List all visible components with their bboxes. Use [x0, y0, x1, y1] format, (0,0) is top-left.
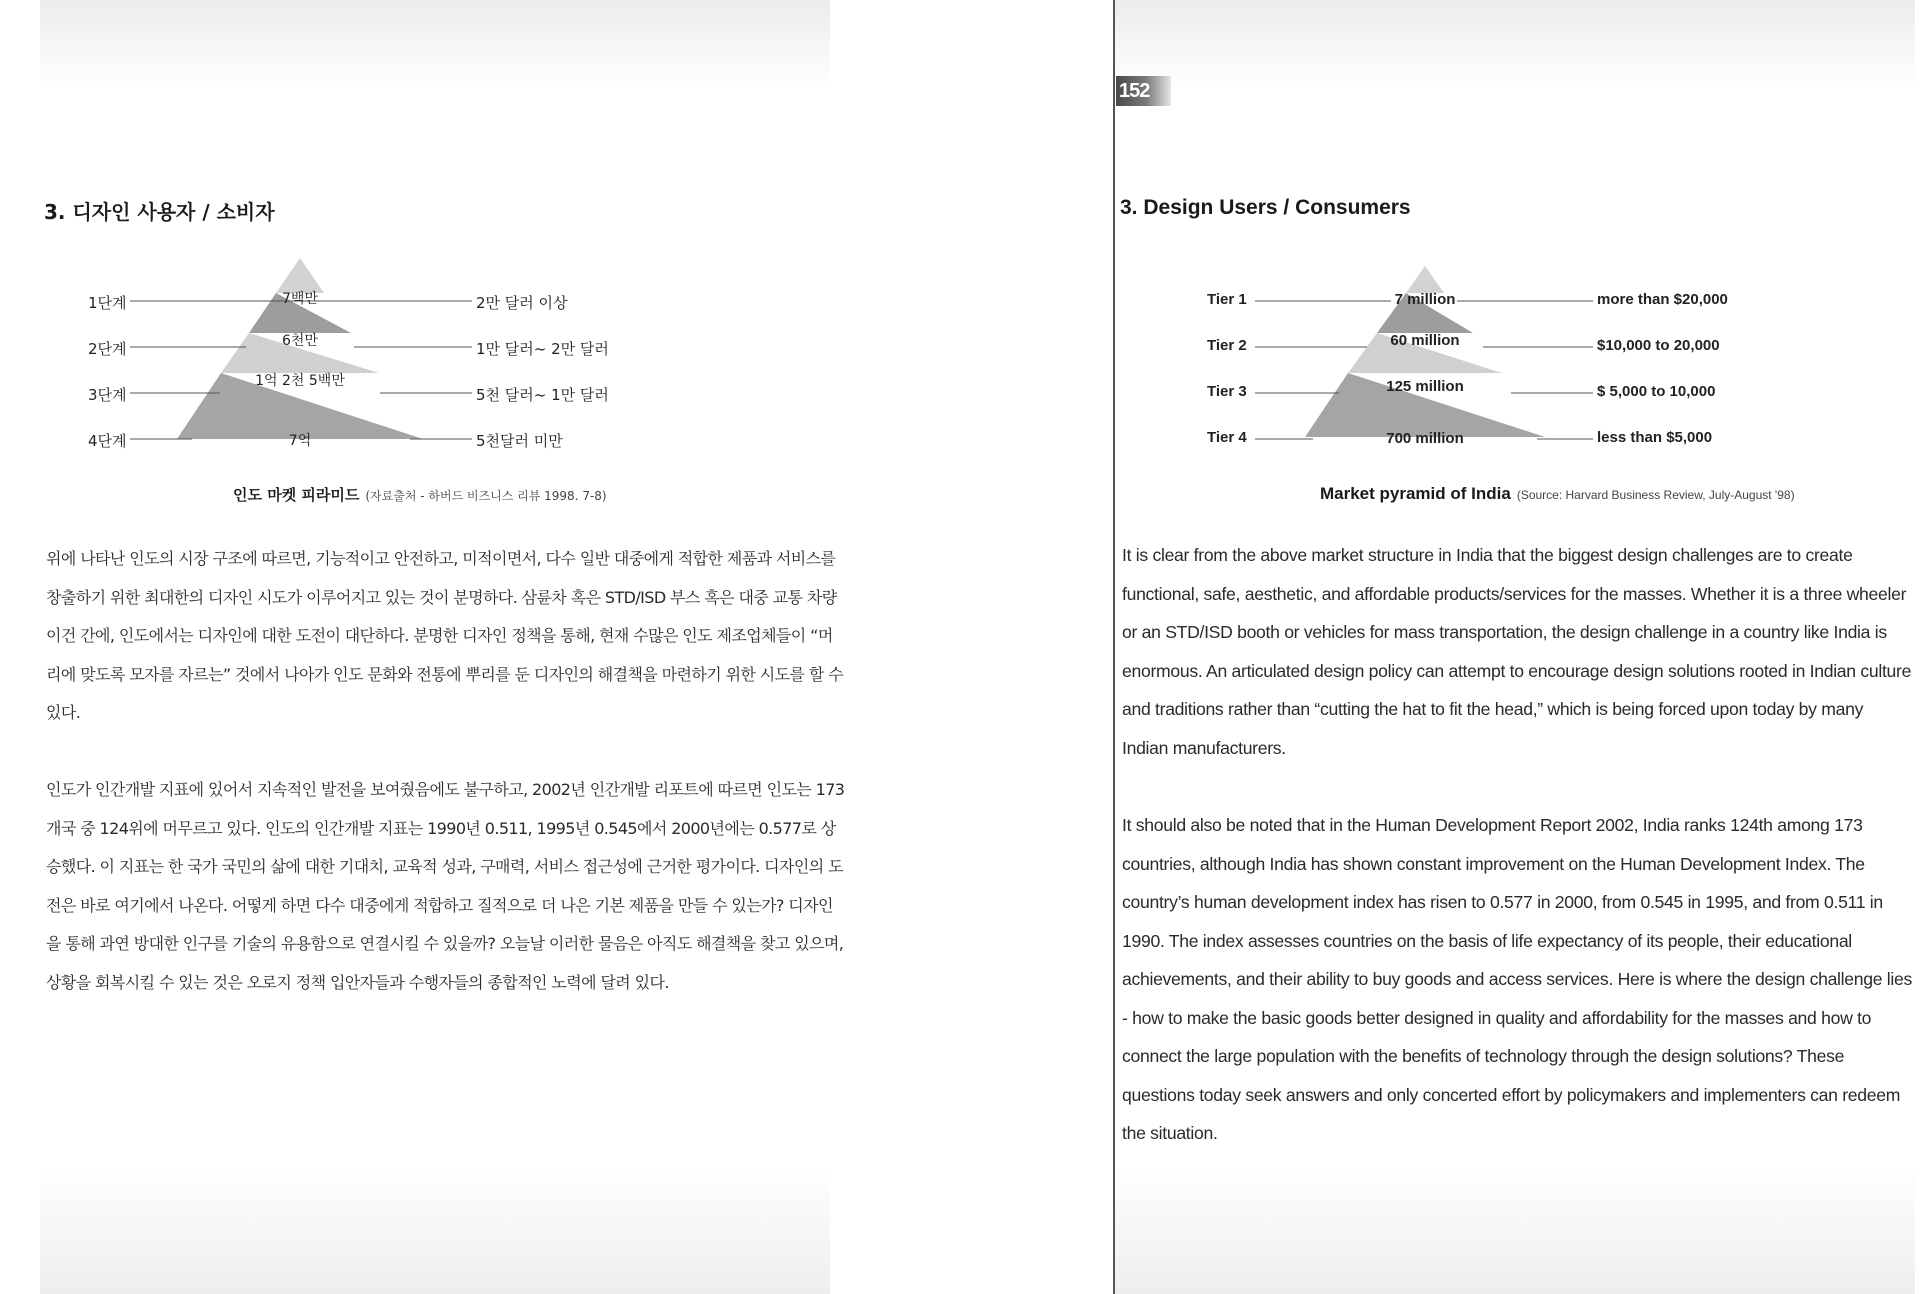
tier-2-income: 1만 달러~ 2만 달러: [476, 340, 609, 358]
paragraph-korean-1: 위에 나타난 인도의 시장 구조에 따르면, 기능적이고 안전하고, 미적이면서, 다수 일반 대중에게 적합한 제품과 서비스를 창출하기 위한 최대한의 디자인 시도가 이루어지고 있는 것이 분명하다. 삼륜차 혹은 STD/ISD 부스 혹은 대중 교통 차량이건 간에, 인도에서는 디자인에 대한 도전이 대단하다. 분명한 디자인 정책을 통해, 현재 수많은 인도 제조업체들이 “머리에 맞도록 모자를 자르는” 것에서 나아가 인도 문화와 전통에 뿌리를 둔 디자인의 해결책을 마련하기 위한 시도를 할 수 있다.: [46, 549, 844, 722]
pyramid-figure-english: [1195, 255, 1755, 515]
tier-1-income: 2만 달러 이상: [476, 294, 568, 312]
book-spine: [1113, 0, 1115, 1294]
tier-2-population: 6천만: [282, 333, 318, 349]
tier-3-population: 125 million: [1386, 378, 1464, 395]
caption-title: Market pyramid of India: [1320, 484, 1511, 503]
scan-shadow-top: [40, 0, 830, 90]
tier-2-label: Tier 2: [1207, 337, 1247, 354]
tier-3-label: 3단계: [88, 386, 127, 404]
paragraph-korean-2: 인도가 인간개발 지표에 있어서 지속적인 발전을 보여줬음에도 불구하고, 2002년 인간개발 리포트에 따르면 인도는 173개국 중 124위에 머무르고 있다. 인도의 인간개발 지표는 1990년 0.511, 1995년 0.545에서 2000년에는 0.577로 상승했다. 이 지표는 한 국가 국민의 삶에 대한 기대치, 교육적 성과, 구매력, 서비스 접근성에 근거한 평가이다. 디자인의 도전은 바로 여기에서 나온다. 어떻게 하면 다수 대중에게 적합하고 질적으로 더 나은 기본 제품을 만들 수 있는가? 디자인을 통해 과연 방대한 인구를 기술의 유용함으로 연결시킬 수 있을까? 오늘날 이러한 물음은 아직도 해결책을 찾고 있으며, 상황을 회복시킬 수 있는 것은 오로지 정책 입안자들과 수행자들의 종합적인 노력에 달려 있다.: [46, 780, 845, 992]
paragraph-english-2: It should also be noted that in the Human Development Report 2002, India ranks 124th among 173 countries, although India has shown constant improvement on the Human Development Index. The country’s human development index has risen to 0.577 in 2000, from 0.545 in 1995, and from 0.511 in 1990. The index assesses countries on the basis of life expectancy of its people, their educational achievements, and their ability to buy goods and access services. Here is where the design challenge lies - how to make the basic goods better designed in quality and affordability for the masses and how to connect the large population with the benefits of technology through the design solutions? These questions today seek answers and only concerted effort by policymakers and implementers can redeem the situation.: [1122, 815, 1912, 1143]
tier-4-income: 5천달러 미만: [476, 432, 563, 450]
scan-shadow-bottom: [1115, 1164, 1915, 1294]
tier-1-label: Tier 1: [1207, 291, 1247, 308]
page-number: 152: [1116, 76, 1171, 106]
tier-4-population: 700 million: [1386, 430, 1464, 447]
paragraph-english-1: It is clear from the above market structure in India that the biggest design challenges are to create functional, safe, aesthetic, and affordable products/services for the masses. Whether it is a three wheeler or an STD/ISD booth or vehicles for mass transportation, the design challenge in a country like India is enormous. An articulated design policy can attempt to encourage design solutions rooted in Indian culture and traditions rather than “cutting the hat to fit the head,” which is being forced upon today by many Indian manufacturers.: [1122, 545, 1912, 758]
tier-1-population: 7 million: [1394, 291, 1456, 308]
tier-4-population: 7억: [288, 433, 312, 449]
tier-1-label: 1단계: [88, 294, 127, 312]
tier-2-label: 2단계: [88, 340, 127, 358]
scan-shadow-top: [1115, 0, 1915, 90]
tier-4-income: less than $5,000: [1597, 429, 1713, 446]
tier-4-label: 4단계: [88, 432, 127, 450]
tier-3-income: $ 5,000 to 10,000: [1597, 383, 1716, 400]
tier-4-label: Tier 4: [1207, 429, 1247, 446]
tier-3-population: 1억 2천 5백만: [255, 373, 345, 389]
tier-2-population: 60 million: [1390, 332, 1460, 349]
caption-source: (Source: Harvard Business Review, July-August '98): [1516, 488, 1795, 502]
tier-3-label: Tier 3: [1207, 383, 1247, 400]
caption-source: (자료출처 - 하버드 비즈니스 리뷰 1998. 7-8): [365, 489, 607, 503]
pyramid-figure-korean: [80, 255, 660, 515]
tier-1-income: more than $20,000: [1597, 291, 1728, 308]
section-heading-english: 3. Design Users / Consumers: [1120, 196, 1411, 219]
scan-shadow-bottom: [40, 1164, 830, 1294]
figure-caption-korean: [233, 484, 607, 505]
caption-title: 인도 마켓 피라미드: [233, 486, 360, 504]
figure-caption-english: [1320, 484, 1795, 504]
tier-1-population: 7백만: [282, 291, 318, 307]
section-heading-korean: 3. 디자인 사용자 / 소비자: [44, 200, 275, 224]
tier-2-income: $10,000 to 20,000: [1597, 337, 1720, 354]
tier-3-income: 5천 달러~ 1만 달러: [476, 386, 609, 404]
pyramid-tier-1-band: [1406, 266, 1444, 293]
